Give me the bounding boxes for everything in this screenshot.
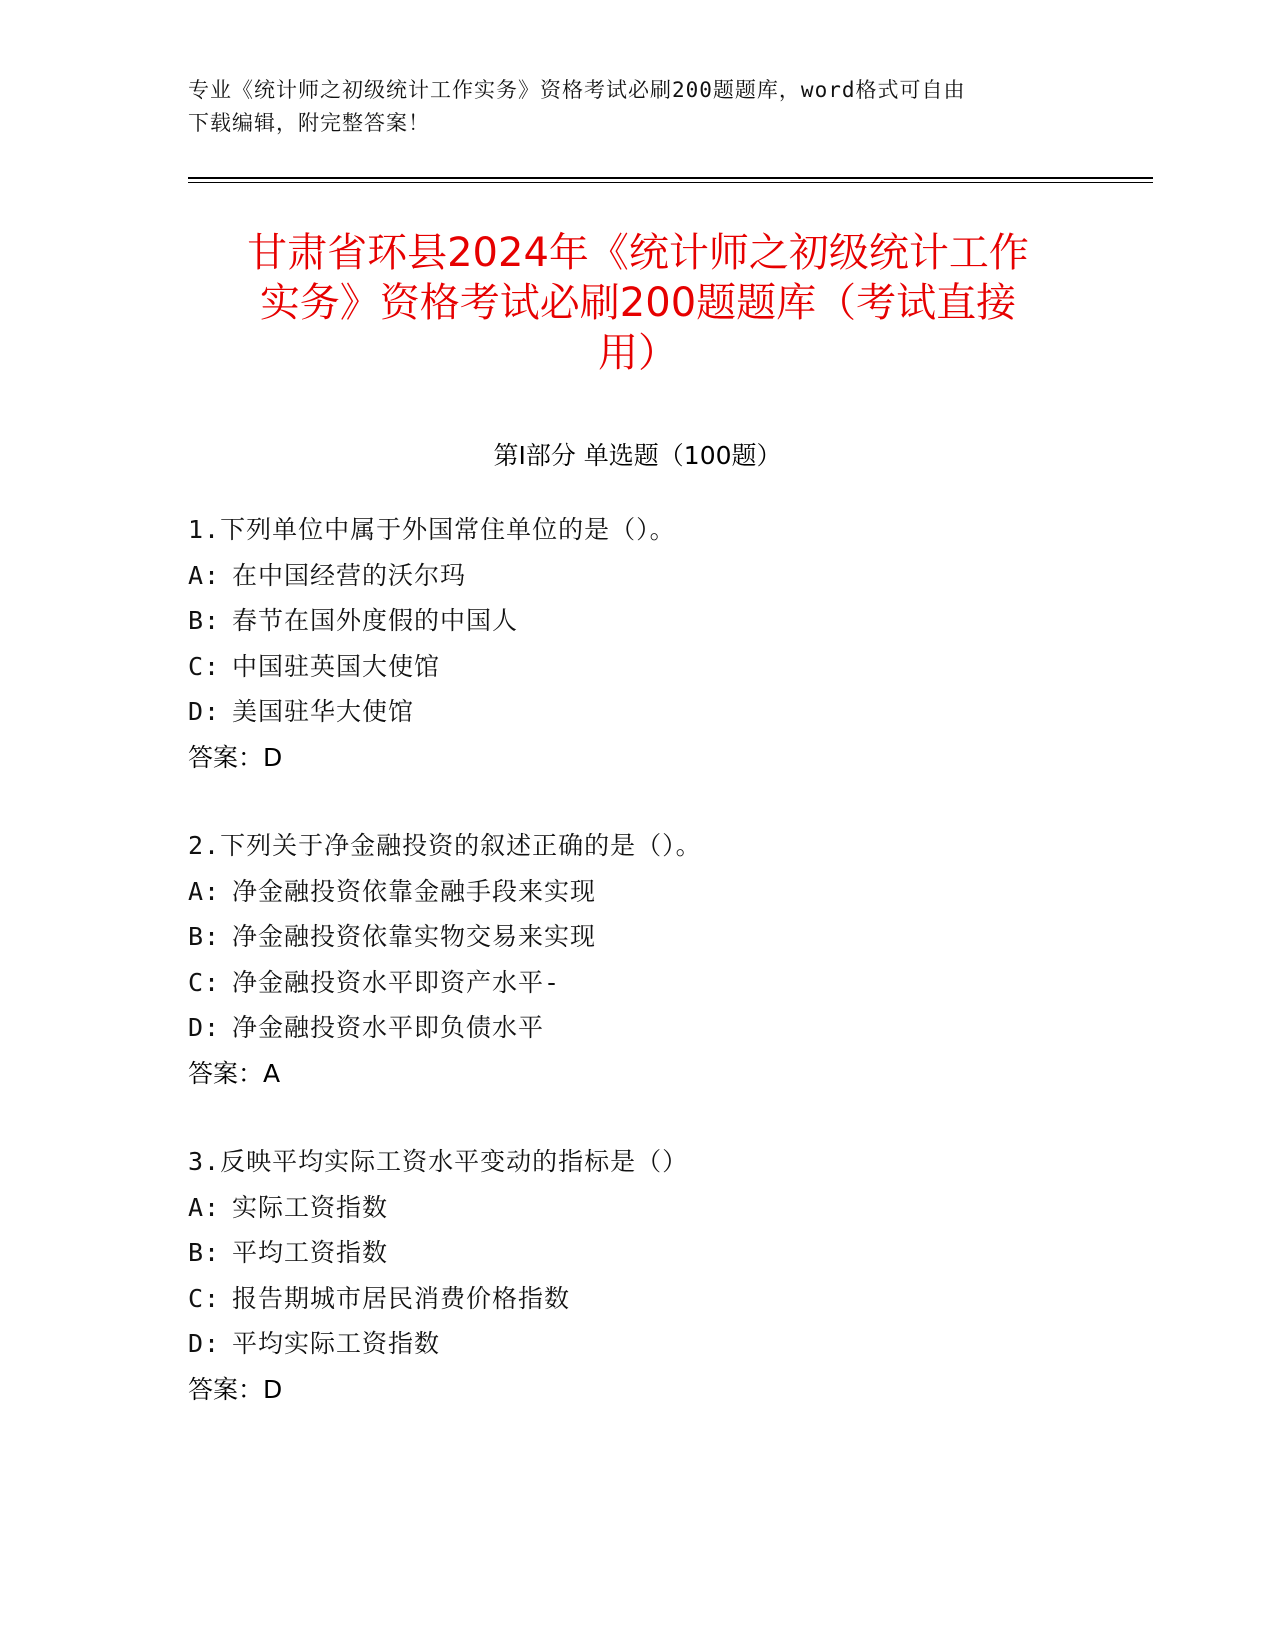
header-note-line-2: 下载编辑，附完整答案！ (188, 111, 430, 135)
document-title-line-1: 甘肃省环县2024年《统计师之初级统计工作 (247, 230, 1029, 276)
option-a (188, 1185, 1088, 1231)
option-d (188, 1321, 1088, 1367)
option-key: B: (188, 606, 221, 635)
question-2 (188, 823, 1088, 1096)
option-text: 净金融投资水平即负债水平 (232, 1013, 545, 1042)
option-text: 报告期城市居民消费价格指数 (232, 1283, 571, 1313)
option-key: C: (188, 1283, 221, 1313)
option-key: A: (188, 876, 221, 906)
option-text: 在中国经营的沃尔玛 (232, 560, 467, 590)
answer: 答案：A (188, 1058, 281, 1088)
option-key: A: (188, 1192, 221, 1222)
answer: 答案：D (188, 742, 283, 772)
option-text: 美国驻华大使馆 (232, 697, 415, 726)
header-note-line-1: 专业《统计师之初级统计工作实务》资格考试必刷200题题库，word格式可自由 (188, 78, 966, 102)
option-text: 净金融投资水平即资产水平- (232, 967, 561, 997)
option-text: 净金融投资依靠实物交易来实现 (232, 922, 597, 951)
option-c (188, 644, 1088, 690)
option-key: C: (188, 651, 221, 681)
option-b (188, 914, 1088, 960)
option-text: 中国驻英国大使馆 (232, 651, 441, 681)
question-stem: 2.下列关于净金融投资的叙述正确的是（）。 (188, 831, 702, 860)
option-text: 春节在国外度假的中国人 (232, 606, 519, 635)
option-b (188, 1230, 1088, 1276)
header-divider-thick (188, 177, 1153, 179)
header-note (188, 74, 1088, 140)
option-key: A: (188, 560, 221, 590)
option-key: C: (188, 967, 221, 997)
option-text: 净金融投资依靠金融手段来实现 (232, 876, 597, 906)
option-d (188, 689, 1088, 735)
option-d (188, 1005, 1088, 1051)
header-divider-thin (188, 182, 1153, 183)
option-key: D: (188, 697, 221, 726)
option-key: D: (188, 1329, 221, 1358)
question-stem: 3.反映平均实际工资水平变动的指标是（） (188, 1147, 689, 1176)
document-title-line-3: 用） (598, 330, 678, 376)
question-1 (188, 507, 1088, 780)
option-a (188, 869, 1088, 915)
answer: 答案：D (188, 1374, 283, 1404)
option-c (188, 960, 1088, 1006)
option-text: 平均工资指数 (232, 1238, 389, 1267)
option-key: B: (188, 922, 221, 951)
document-title (188, 228, 1088, 378)
question-3 (188, 1139, 1088, 1412)
option-a (188, 553, 1088, 599)
option-key: B: (188, 1238, 221, 1267)
option-text: 实际工资指数 (232, 1192, 389, 1222)
section-title: 第Ⅰ部分 单选题（100题） (493, 441, 782, 470)
document-title-line-2: 实务》资格考试必刷200题题库（考试直接 (259, 280, 1017, 326)
option-c (188, 1276, 1088, 1322)
question-stem: 1.下列单位中属于外国常住单位的是（）。 (188, 515, 676, 544)
option-text: 平均实际工资指数 (232, 1329, 441, 1358)
option-key: D: (188, 1013, 221, 1042)
option-b (188, 598, 1088, 644)
